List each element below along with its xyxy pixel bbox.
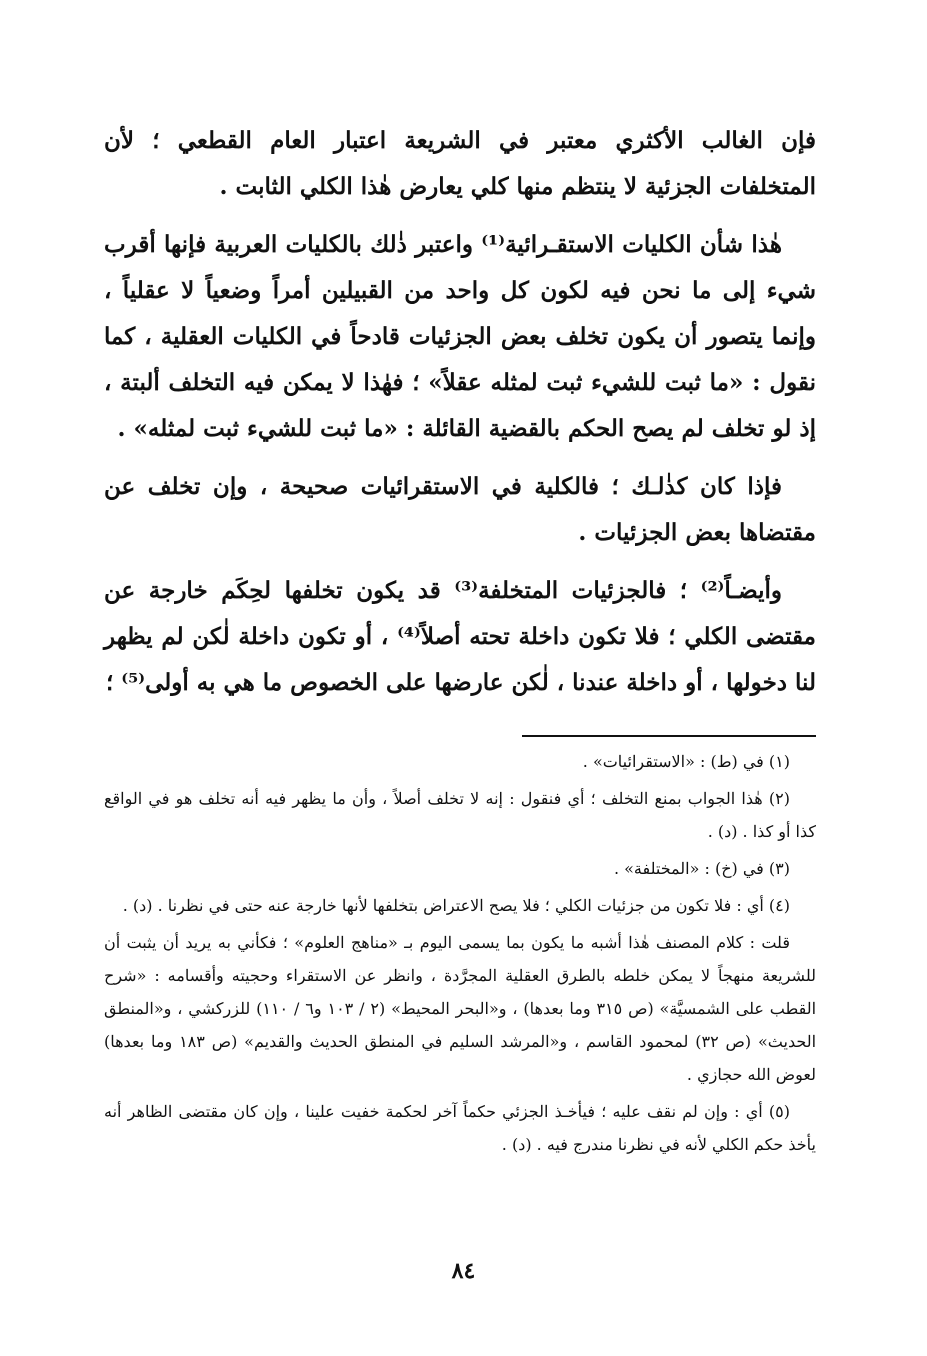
footnote-3: (٣) في (خ) : «المختلفة» . [613,859,790,878]
main-paragraph-2: هٰذا شأن الكليات الاستقـرائية⁽¹⁾ واعتبر ذٰلك بالكليات العربية فإنها أقرب شيء إلى ما نحن فيه لكون كل واحد من القبيلين أمراً وضعياً لا عقلياً ، وإنما يتصور أن يكون تخلف بعض الجزئيات قادحاً في الكليات العقلية ، كما نقول : «ما ثبت للشيء ثبت لمثله عقلاً» ؛ فهٰذا لا يمكن فيه التخلف ألبتة ، إذ لو تخلف لم يصح الحكم بالقضية القائلة : «ما ثبت للشيء ثبت لمثله» . [104,231,816,442]
footnote-5: (٥) أي : وإن لم نقف عليه ؛ فيأخـذ الجزئي حكماً آخر لحكمة خفيت علينا ، وإن كان مقتضى الظاهر أنه يأخذ حكم الكلي لأنه في نظرنا مندرج فيه . (د) . [104,1102,816,1154]
main-paragraph-1: فإن الغالب الأكثري معتبر في الشريعة اعتبار العام القطعي ؛ لأن المتخلفات الجزئية لا ينتظم منها كلي يعارض هٰذا الكلي الثابت . [104,127,816,200]
footnote-2: (٢) هٰذا الجواب بمنع التخلف ؛ أي فنقول : إنه لا تخلف أصلاً ، وأن ما يظهر فيه أنه تخلف هو في الواقع كذا أو كذا . (د) . [104,789,816,841]
page-number: ٨٤ [451,1258,476,1284]
footnote-divider [522,735,816,737]
footnote-4: (٤) أي : فلا تكون من جزئيات الكلي ؛ فلا يصح الاعتراض بتخلفها لأنها خارجة عنه حتى في نظرنا . (د) . [122,896,790,915]
main-paragraph-4: وأيضـاً⁽²⁾ ؛ فالجزئيات المتخلفة⁽³⁾ قد يكون تخلفها لحِكَم خارجة عن مقتضى الكلي ؛ فلا تكون داخلة تحته أصلاً⁽⁴⁾ ، أو تكون داخلة لٰكن لم يظهر لنا دخولها ، أو داخلة عندنا ، لٰكن عارضها على الخصوص ما هي به أولى⁽⁵⁾ ؛ [104,577,816,696]
footnote-1: (١) في (ط) : «الاستقرائيات» . [582,752,790,771]
footnotes-section [104,745,816,1165]
main-body-text [104,118,816,718]
main-paragraph-3: فإذا كان كذٰلـك ؛ فالكلية في الاستقرائيات صحيحة ، وإن تخلف عن مقتضاها بعض الجزئيات . [104,473,816,546]
footnote-note: قلت : كلام المصنف هٰذا أشبه ما يكون بما يسمى اليوم بـ «مناهج العلوم» ؛ فكأني به يريد أن يثبت أن للشريعة منهجاً لا يمكن خلطه بالطرق العقلية المجرَّدة ، وانظر عن الاستقراء وحجيته وأقسامه : «شرح القطب على الشمسيَّة» (ص ٣١٥ وما بعدها) ، و«البحر المحيط» (٢ / ١٠٣ و٦ / ١١٠) للزركشي ، و«المنطق الحديث» (ص ٣٢) لمحمود القاسم ، و«المرشد السليم في المنطق الحديث والقديم» (ص ١٨٣ وما بعدها) لعوض الله حجازي . [104,933,817,1084]
